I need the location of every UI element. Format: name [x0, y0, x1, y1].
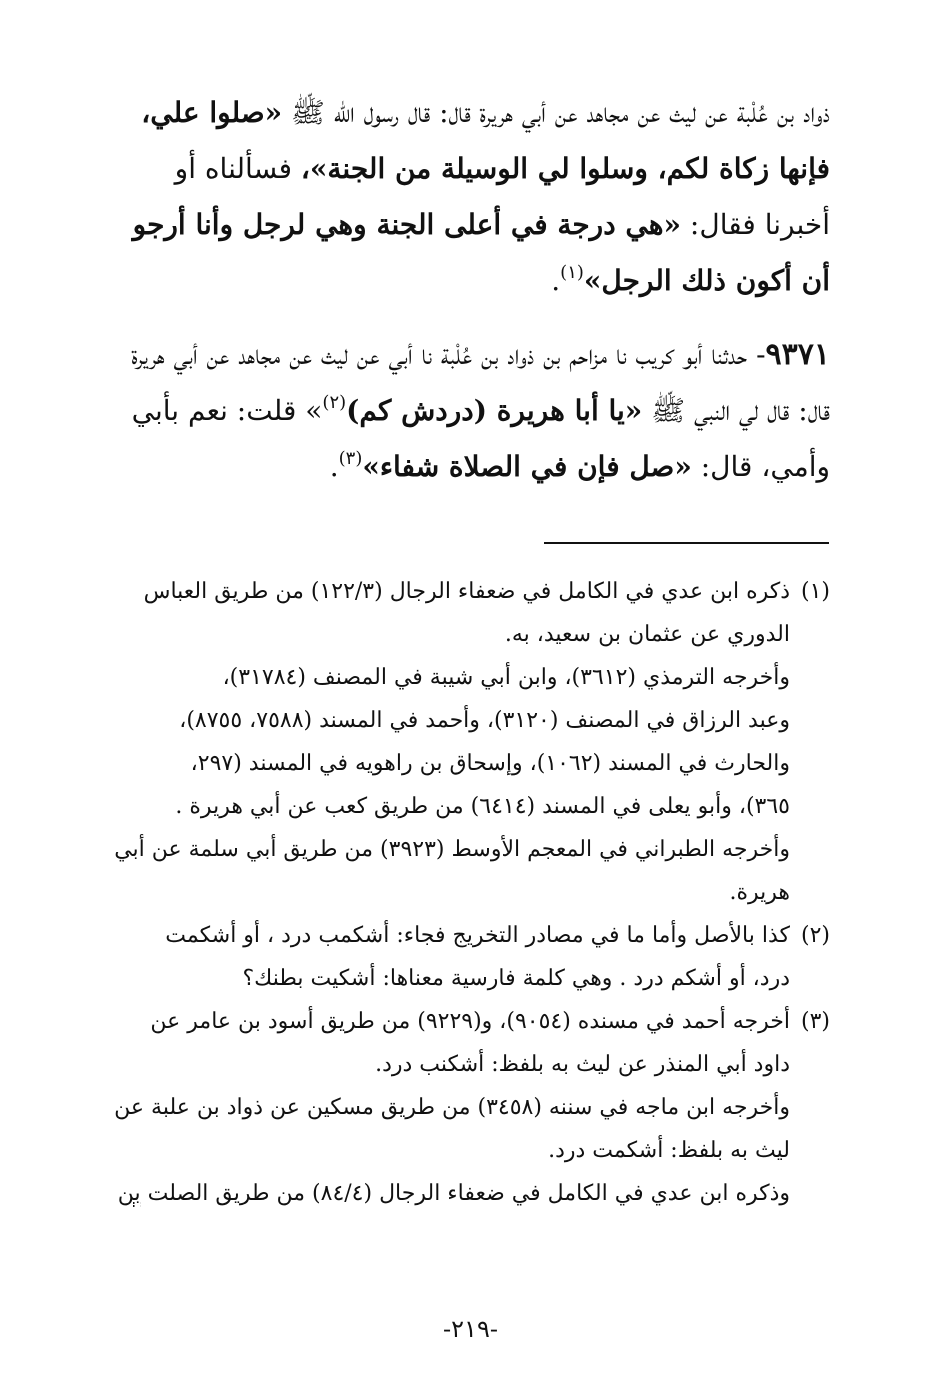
footnote-separator: [544, 542, 829, 544]
footnote-ref-2: (٢): [322, 392, 347, 413]
page-number: -٢١٩-: [443, 1315, 498, 1343]
hadith-quote-one: «يا أبا هريرة (دردش كم): [346, 394, 643, 427]
footnote-1-line: وأخرجه الطبراني في المعجم الأوسط (٣٩٢٣) من طريق أبي سلمة عن أبي: [114, 837, 790, 862]
footnote-2-line: درد، أو أشكم درد . وهي كلمة فارسية معناها: أشكيت بطنك؟: [242, 966, 790, 991]
footnote-3: [110, 1000, 830, 1215]
footnote-2-first-line: كذا بالأصل وأما ما في مصادر التخريج فجاء: أشكمب درد ، أو أشكمت: [165, 923, 790, 948]
footnote-1-first-line: ذكره ابن عدي في الكامل في ضعفاء الرجال (١٢٢/٣) من طريق العباس: [143, 579, 790, 604]
paragraph-one-quote-one: «صلوا علي، فإنها زكاة لكم، وسلوا لي الوسيلة من الجنة»،: [141, 96, 830, 185]
continuation-word: بن: [117, 1181, 141, 1206]
footnote-3-last-line-text: وذكره ابن عدي في الكامل في ضعفاء الرجال (٨٤/٤) من طريق الصلت: [140, 1181, 790, 1206]
hadith-quote-two: «صل فإن في الصلاة شفاء»: [362, 450, 692, 483]
hadith-paragraph: [110, 327, 830, 495]
footnote-ref-3: (٣): [338, 448, 363, 469]
hadith-end: .: [329, 450, 339, 483]
paragraph-one-quote-two: «هي درجة في أعلى الجنة وهي لرجل وأنا أرجو أن أكون ذلك الرجل»: [132, 208, 830, 297]
footnote-ref-1: (١): [560, 262, 584, 283]
hadith-intro: - حدثنا أبو كريب نا مزاحم بن ذواد بن عُلْبة نا أبي عن ليث عن مجاهد عن أبي هريرة قال: قال لي النبي ﷺ: [131, 338, 830, 427]
footnote-3-line: وأخرجه ابن ماجه في سننه (٣٤٥٨) من طريق مسكين عن ذواد بن علبة عن: [114, 1095, 790, 1120]
hadith-number: ٩٣٧١: [765, 337, 830, 372]
footnote-2: [110, 914, 830, 1000]
footnote-3-first-line: أخرجه أحمد في مسنده (٩٠٥٤)، و(٩٢٢٩) من طريق أسود بن عامر عن: [150, 1009, 790, 1034]
paragraph-one-after-quote: فسألناه أو أخبرنا فقال:: [174, 152, 830, 241]
footnote-1: [110, 570, 830, 914]
footnote-1-line: والحارث في المسند (١٠٦٢)، وإسحاق بن راهويه في المسند (٢٩٧،: [190, 751, 790, 776]
footnote-2-marker: (٢): [800, 923, 830, 948]
footnote-1-marker: (١): [800, 579, 830, 604]
footnote-1-line: هريرة.: [729, 880, 790, 905]
paragraph-one-line-one: ذواد بن عُلْبة عن ليث عن مجاهد عن أبي هريرة قال: قال رسول الله ﷺ: [291, 96, 830, 129]
footnote-3-last-line: [110, 1172, 830, 1215]
footnote-1-line: الدوري عن عثمان بن سعيد، به.: [504, 622, 790, 647]
footnote-1-line: وعبد الرزاق في المصنف (٣١٢٠)، وأحمد في المسند (٧٥٨٨، ٨٧٥٥)،: [179, 708, 790, 733]
paragraph-one-end: .: [551, 264, 561, 297]
main-text: [110, 85, 830, 495]
footnote-3-line: ليث به بلفظ: أشكمت درد.: [548, 1138, 790, 1163]
paragraph-continuation: [110, 85, 830, 309]
footnote-3-line: داود أبي المنذر عن ليث به بلفظ: أشكنب درد.: [375, 1052, 790, 1077]
footnote-1-line: وأخرجه الترمذي (٣٦١٢)، وابن أبي شيبة في المصنف (٣١٧٨٤)،: [222, 665, 790, 690]
footnote-1-line: ٣٦٥)، وأبو يعلى في المسند (٦٤١٤) من طريق كعب عن أبي هريرة .: [175, 794, 790, 819]
footnotes: [110, 570, 830, 1215]
footnote-3-marker: (٣): [800, 1009, 830, 1034]
hadith-middle: » قلت: نعم بأبي وأمي، قال:: [131, 394, 830, 483]
